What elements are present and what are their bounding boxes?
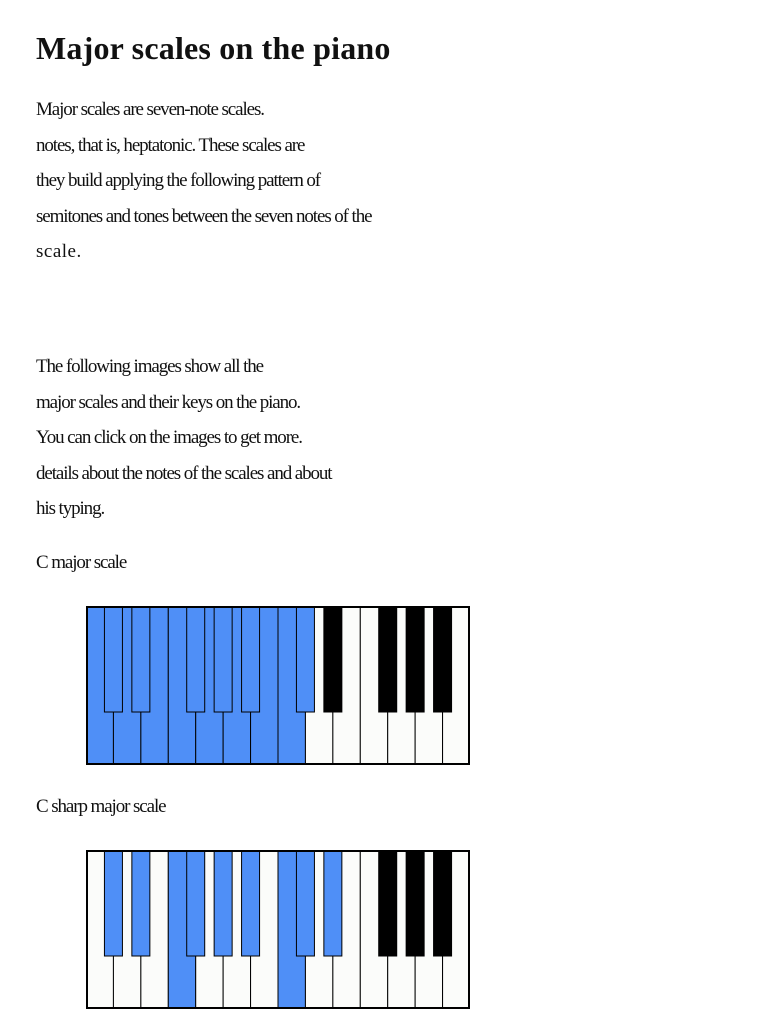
black-key bbox=[379, 850, 397, 956]
black-key-highlighted bbox=[104, 606, 122, 712]
black-key-highlighted bbox=[214, 850, 232, 956]
black-key bbox=[434, 850, 452, 956]
intro-line: scale. bbox=[36, 241, 82, 262]
black-key bbox=[406, 850, 424, 956]
intro-line: notes, that is, heptatonic. These scales are bbox=[36, 134, 305, 156]
black-key-highlighted bbox=[296, 850, 314, 956]
black-key bbox=[324, 606, 342, 712]
black-key-highlighted bbox=[187, 850, 205, 956]
images-paragraph bbox=[36, 349, 331, 527]
black-key-highlighted bbox=[242, 850, 260, 956]
black-key-highlighted bbox=[104, 850, 122, 956]
intro-line: semitones and tones between the seven notes of the bbox=[36, 205, 372, 227]
black-key-highlighted bbox=[324, 850, 342, 956]
scale-title-c-sharp-major: C sharp major scale bbox=[36, 796, 166, 817]
black-key bbox=[434, 606, 452, 712]
images-line: You can click on the images to get more. bbox=[36, 427, 302, 448]
intro-line: they build applying the following pattern of bbox=[36, 170, 321, 191]
intro-line: Major scales are seven-note scales. bbox=[36, 99, 264, 120]
images-line: major scales and their keys on the piano. bbox=[36, 391, 301, 413]
images-line: details about the notes of the scales and about bbox=[36, 462, 332, 484]
black-key-highlighted bbox=[296, 606, 314, 712]
page-title: Major scales on the piano bbox=[36, 30, 391, 66]
black-key bbox=[379, 606, 397, 712]
black-key bbox=[406, 606, 424, 712]
black-key-highlighted bbox=[132, 606, 150, 712]
black-key-highlighted bbox=[242, 606, 260, 712]
keyboard-image-c-sharp-major[interactable] bbox=[86, 850, 470, 1009]
black-key-highlighted bbox=[187, 606, 205, 712]
black-key-highlighted bbox=[132, 850, 150, 956]
images-line: his typing. bbox=[36, 498, 105, 519]
images-line: The following images show all the bbox=[36, 356, 264, 377]
scale-title-c-major: C major scale bbox=[36, 552, 127, 573]
black-key-highlighted bbox=[214, 606, 232, 712]
keyboard-image-c-major[interactable] bbox=[86, 606, 470, 765]
intro-paragraph bbox=[36, 92, 371, 270]
